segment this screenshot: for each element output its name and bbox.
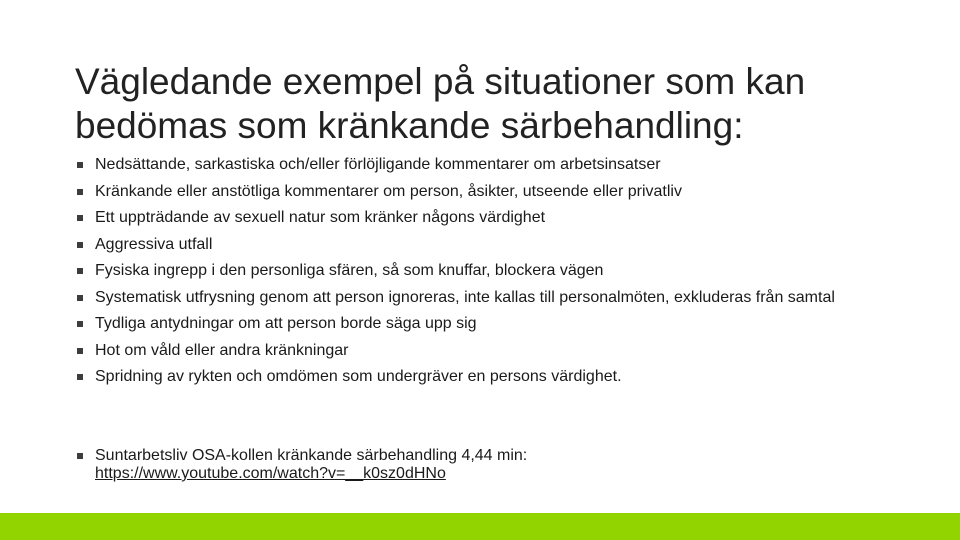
bullet-text: Nedsättande, sarkastiska och/eller förlöjligande kommentarer om arbetsinsatser	[95, 156, 661, 173]
source-reference	[75, 447, 905, 483]
square-bullet-icon	[77, 321, 83, 327]
bullet-text: Fysiska ingrepp i den personliga sfären, så som knuffar, blockera vägen	[95, 262, 604, 279]
square-bullet-icon	[77, 348, 83, 354]
square-bullet-icon	[77, 374, 83, 380]
slide-title	[75, 60, 915, 148]
bullet-text: Ett uppträdande av sexuell natur som kränker någons värdighet	[95, 209, 546, 226]
square-bullet-icon	[77, 189, 83, 195]
bullet-text: Aggressiva utfall	[95, 235, 213, 253]
list-item	[75, 209, 905, 227]
bullet-text: Spridning av rykten och omdömen som undergräver en persons värdighet.	[95, 368, 622, 385]
square-bullet-icon	[77, 268, 83, 274]
list-item	[75, 342, 905, 360]
list-item	[75, 289, 905, 307]
list-item	[75, 183, 905, 201]
source-text: Suntarbetsliv OSA-kollen kränkande särbehandling 4,44 min:	[95, 447, 528, 464]
list-item	[75, 236, 905, 254]
list-item	[75, 262, 905, 280]
list-item	[75, 156, 905, 174]
source-row	[75, 447, 905, 483]
accent-bar	[0, 513, 960, 540]
square-bullet-icon	[77, 242, 83, 248]
bullet-text: Systematisk utfrysning genom att person ignoreras, inte kallas till personalmöten, exkluderas från samtal	[95, 288, 835, 306]
list-item	[75, 368, 905, 386]
bullet-text: Hot om våld eller andra kränkningar	[95, 341, 349, 359]
title-line-1: Vägledande exempel på situationer som kan	[75, 61, 806, 102]
bullet-list	[75, 156, 905, 395]
square-bullet-icon	[77, 295, 83, 301]
square-bullet-icon	[77, 162, 83, 168]
list-item	[75, 315, 905, 333]
square-bullet-icon	[77, 215, 83, 221]
youtube-link[interactable]: https://www.youtube.com/watch?v=__k0sz0dHNo	[95, 465, 446, 482]
bullet-text: Kränkande eller anstötliga kommentarer om person, åsikter, utseende eller privatliv	[95, 182, 682, 200]
title-line-2: bedömas som kränkande särbehandling:	[75, 105, 744, 146]
square-bullet-icon	[77, 453, 83, 459]
bullet-text: Tydliga antydningar om att person borde säga upp sig	[95, 315, 477, 332]
